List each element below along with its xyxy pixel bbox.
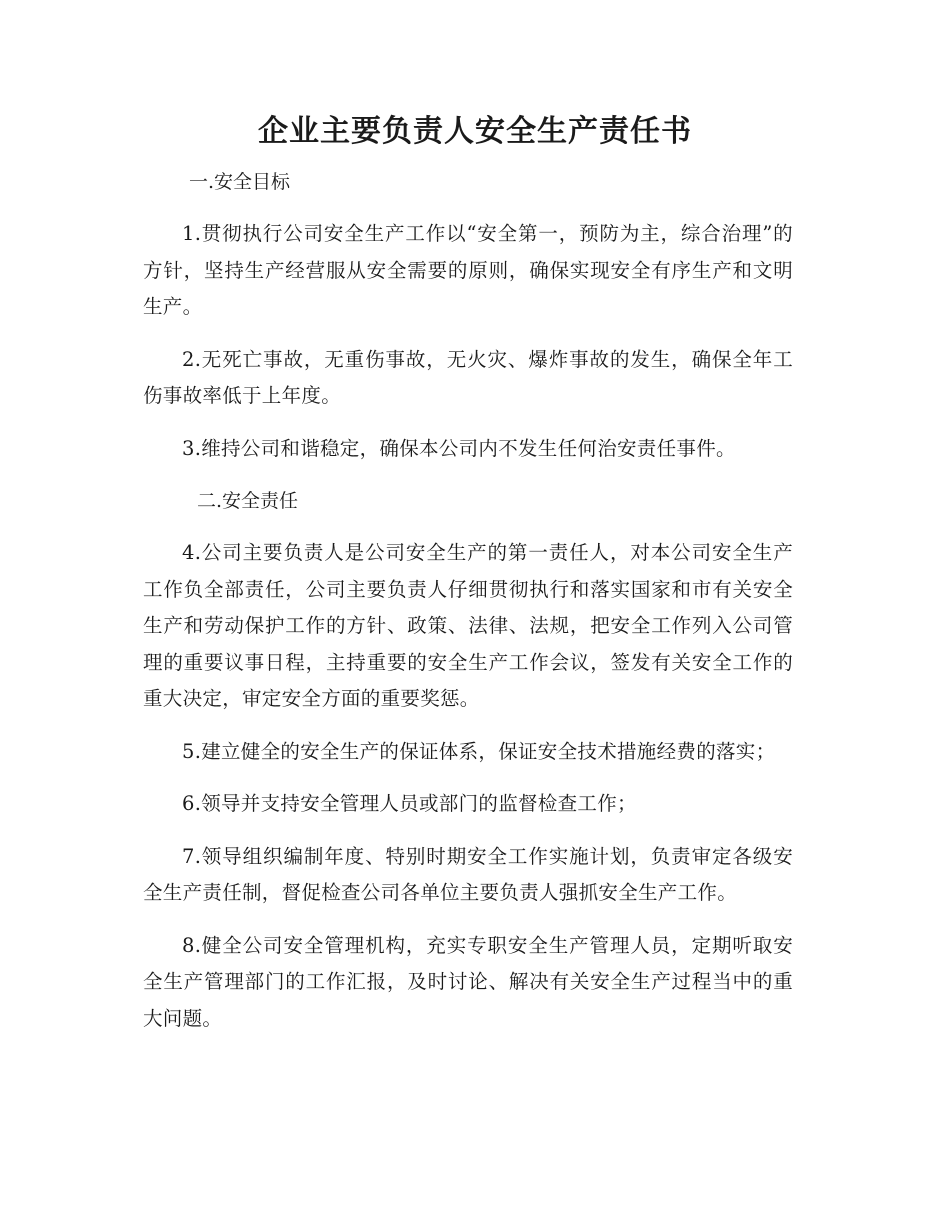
document-title: 企业主要负责人安全生产责任书 <box>258 114 692 149</box>
paragraph-item-1: 1.贯彻执行公司安全生产工作以“安全第一，预防为主，综合治理”的方针，坚持生产经营服从安全需要的原则，确保实现安全有序生产和文明生产。 <box>143 222 793 318</box>
section-heading-safety-goals: 一.安全目标 <box>189 171 291 193</box>
paragraph-item-3: 3.维持公司和谐稳定，确保本公司内不发生任何治安责任事件。 <box>182 436 736 460</box>
paragraph-item-2: 2.无死亡事故，无重伤事故，无火灾、爆炸事故的发生，确保全年工伤事故率低于上年度。 <box>143 347 793 407</box>
paragraph-item-7: 7.领导组织编制年度、特别时期安全工作实施计划，负责审定各级安全生产责任制，督促检查公司各单位主要负责人强抓安全生产工作。 <box>143 844 793 904</box>
paragraph-item-6: 6.领导并支持安全管理人员或部门的监督检查工作； <box>182 792 637 815</box>
section-heading-safety-responsibilities: 二.安全责任 <box>197 490 299 512</box>
paragraph-item-4: 4.公司主要负责人是公司安全生产的第一责任人，对本公司安全生产工作负全部责任，公司主要负责人仔细贯彻执行和落实国家和市有关安全生产和劳动保护工作的方针、政策、法律、法规，把安全工作列入公司管理的重要议事日程，主持重要的安全生产工作会议，签发有关安全工作的重大决定，审定安全方面的重要奖惩。 <box>143 541 793 710</box>
paragraph-item-5: 5.建立健全的安全生产的保证体系，保证安全技术措施经费的落实； <box>182 739 776 763</box>
document-body <box>143 164 793 1053</box>
paragraph-item-8: 8.健全公司安全管理机构，充实专职安全生产管理人员，定期听取安全生产管理部门的工作汇报，及时讨论、解决有关安全生产过程当中的重大问题。 <box>143 933 793 1030</box>
